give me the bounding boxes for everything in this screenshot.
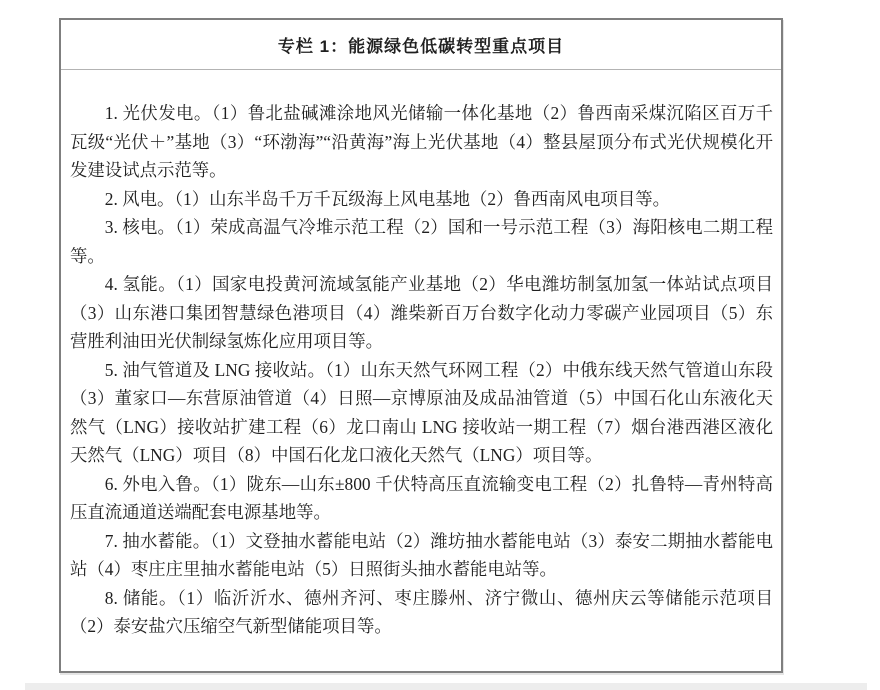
panel-body <box>61 70 781 641</box>
project-item-nuclear: 3. 核电。（1）荣成高温气冷堆示范工程（2）国和一号示范工程（3）海阳核电二期工程等。 <box>70 217 773 266</box>
project-item-pumped-storage: 7. 抽水蓄能。（1）文登抽水蓄能电站（2）潍坊抽水蓄能电站（3）泰安二期抽水蓄能电站（4）枣庄庄里抽水蓄能电站（5）日照街头抽水蓄能电站等。 <box>70 530 773 579</box>
project-item-solar: 1. 光伏发电。（1）鲁北盐碱滩涂地风光储输一体化基地（2）鲁西南采煤沉陷区百万千瓦级“光伏＋”基地（3）“环渤海”“沿黄海”海上光伏基地（4）整县屋顶分布式光伏规模化开发建设试点示范等。 <box>70 103 773 180</box>
focus-box-energy-projects <box>59 18 783 673</box>
project-item-external-power: 6. 外电入鲁。（1）陇东—山东±800 千伏特高压直流输变电工程（2）扎鲁特—青州特高压直流通道送端配套电源基地等。 <box>70 473 773 522</box>
project-item-wind: 2. 风电。（1）山东半岛千万千瓦级海上风电基地（2）鲁西南风电项目等。 <box>104 188 670 209</box>
panel-title: 专栏 1：能源绿色低碳转型重点项目 <box>61 20 781 70</box>
project-item-hydrogen: 4. 氢能。（1）国家电投黄河流域氢能产业基地（2）华电潍坊制氢加氢一体站试点项目（3）山东港口集团智慧绿色港项目（4）潍柴新百万台数字化动力零碳产业园项目（5）东营胜利油田光伏制绿氢炼化应用项目等。 <box>70 274 773 351</box>
project-item-energy-storage: 8. 储能。（1）临沂沂水、德州齐河、枣庄滕州、济宁微山、德州庆云等储能示范项目（2）泰安盐穴压缩空气新型储能项目等。 <box>70 587 773 636</box>
project-item-pipelines-lng: 5. 油气管道及 LNG 接收站。（1）山东天然气环网工程（2）中俄东线天然气管道山东段（3）董家口—东营原油管道（4）日照—京博原油及成品油管道（5）中国石化山东液化天然气（LNG）接收站扩建工程（6）龙口南山 LNG 接收站一期工程（7）烟台港西港区液化天然气（LNG）项目（8）中国石化龙口液化天然气（LNG）项目等。 <box>70 359 773 465</box>
page-bottom-edge <box>25 683 867 690</box>
